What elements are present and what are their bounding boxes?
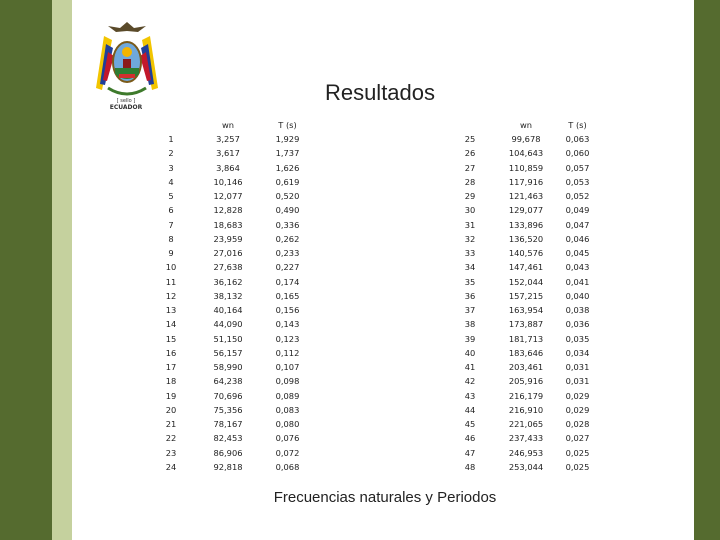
- column-header: [455, 118, 485, 132]
- table-row: [160, 417, 330, 431]
- mode-number: 41: [464, 362, 476, 372]
- natural-frequency: 40,164: [213, 305, 243, 315]
- column-header: T (s): [568, 120, 587, 130]
- table-row: [455, 332, 620, 346]
- mode-number: 13: [165, 305, 177, 315]
- natural-frequency: 12,828: [213, 205, 243, 216]
- table-row: [455, 403, 620, 417]
- period: 0,068: [275, 461, 300, 472]
- period: 0,112: [275, 347, 300, 358]
- natural-frequency: 56,157: [213, 347, 243, 358]
- natural-frequency: 78,167: [213, 419, 243, 429]
- coat-of-arms-logo: [86, 18, 168, 108]
- period: 0,053: [565, 176, 590, 187]
- period: 1,929: [275, 134, 300, 144]
- natural-frequency: 140,576: [508, 248, 544, 258]
- table-row: [455, 246, 620, 260]
- period: 0,047: [565, 219, 590, 230]
- mode-number: 14: [165, 319, 177, 330]
- natural-frequency: 221,065: [508, 419, 544, 429]
- table-row: [160, 218, 330, 232]
- table-row: [160, 246, 330, 260]
- logo-country-label: ECUADOR: [109, 104, 143, 111]
- natural-frequency: 86,906: [213, 447, 243, 458]
- natural-frequency: 216,910: [508, 404, 544, 415]
- period: 0,072: [275, 447, 300, 458]
- natural-frequency: 216,179: [508, 390, 544, 401]
- table-row: [455, 232, 620, 246]
- period: 0,083: [275, 404, 300, 415]
- period: 0,123: [275, 333, 300, 344]
- mode-number: 3: [168, 162, 174, 173]
- natural-frequency: 203,461: [508, 362, 544, 372]
- period: 0,057: [565, 162, 590, 173]
- natural-frequency: 18,683: [213, 219, 243, 230]
- table-row: [160, 374, 330, 388]
- period: 0,143: [275, 319, 300, 330]
- mode-number: 47: [464, 447, 476, 458]
- natural-frequency: 133,896: [508, 219, 544, 230]
- mode-number: 44: [464, 404, 476, 415]
- natural-frequency: 121,463: [508, 191, 544, 201]
- period: 0,028: [565, 419, 590, 429]
- mode-number: 22: [165, 433, 177, 444]
- table-row: [160, 232, 330, 246]
- table-row: [160, 260, 330, 274]
- mode-number: 25: [464, 134, 476, 144]
- natural-frequency: 157,215: [508, 290, 544, 301]
- mode-number: 46: [464, 433, 476, 444]
- natural-frequency: 205,916: [508, 376, 544, 387]
- natural-frequency: 110,859: [508, 162, 544, 173]
- mode-number: 24: [165, 461, 177, 472]
- period: 0,029: [565, 404, 590, 415]
- mode-number: 16: [165, 347, 177, 358]
- mode-number: 9: [168, 248, 174, 258]
- mode-number: 43: [464, 390, 476, 401]
- mode-number: 48: [464, 461, 476, 472]
- mode-number: 26: [464, 148, 476, 159]
- natural-frequency: 237,433: [508, 433, 544, 444]
- period: 0,038: [565, 305, 590, 315]
- table-row: [455, 275, 620, 289]
- table-row: [160, 460, 330, 474]
- natural-frequency: 27,016: [213, 248, 243, 258]
- period: 0,027: [565, 433, 590, 444]
- period: 0,156: [275, 305, 300, 315]
- natural-frequency: 58,990: [213, 362, 243, 372]
- period: 1,737: [275, 148, 300, 159]
- natural-frequency: 181,713: [508, 333, 544, 344]
- mode-number: 17: [165, 362, 177, 372]
- period: 0,031: [565, 362, 590, 372]
- natural-frequency: 64,238: [213, 376, 243, 387]
- period: 0,336: [275, 219, 300, 230]
- mode-number: 15: [165, 333, 177, 344]
- period: 0,025: [565, 461, 590, 472]
- table-row: [455, 161, 620, 175]
- mode-number: 30: [464, 205, 476, 216]
- table-row: [455, 389, 620, 403]
- natural-frequency: 38,132: [213, 290, 243, 301]
- table-row: [160, 431, 330, 445]
- mode-number: 38: [464, 319, 476, 330]
- natural-frequency: 3,257: [216, 134, 240, 144]
- logo-caption: [96, 98, 156, 111]
- table-row: [160, 175, 330, 189]
- table-row: [160, 332, 330, 346]
- table-row: [455, 289, 620, 303]
- left-decorative-bar: [0, 0, 52, 540]
- table-row: [160, 403, 330, 417]
- table-row: [160, 360, 330, 374]
- mode-number: 31: [464, 219, 476, 230]
- natural-frequency: 163,954: [508, 305, 544, 315]
- mode-number: 27: [464, 162, 476, 173]
- period: 0,031: [565, 376, 590, 387]
- table-row: [455, 460, 620, 474]
- table-row: [455, 146, 620, 160]
- right-decorative-bar: [694, 0, 720, 540]
- frequency-table-right: [455, 118, 620, 478]
- natural-frequency: 75,356: [213, 404, 243, 415]
- natural-frequency: 99,678: [511, 134, 541, 144]
- period: 0,089: [275, 390, 300, 401]
- natural-frequency: 44,090: [213, 319, 243, 330]
- mode-number: 29: [464, 191, 476, 201]
- natural-frequency: 117,916: [508, 176, 544, 187]
- mode-number: 8: [168, 233, 174, 244]
- mode-number: 45: [464, 419, 476, 429]
- period: 0,046: [565, 233, 590, 244]
- period: 0,165: [275, 290, 300, 301]
- period: 0,045: [565, 248, 590, 258]
- mode-number: 12: [165, 290, 177, 301]
- slide-footer-caption: Frecuencias naturales y Periodos: [273, 489, 497, 506]
- period: 0,262: [275, 233, 300, 244]
- period: 0,029: [565, 390, 590, 401]
- period: 0,076: [275, 433, 300, 444]
- mode-number: 37: [464, 305, 476, 315]
- slide-title: Resultados: [324, 80, 436, 105]
- mode-number: 2: [168, 148, 174, 159]
- natural-frequency: 152,044: [508, 276, 544, 287]
- natural-frequency: 129,077: [508, 205, 544, 216]
- table-row: [160, 161, 330, 175]
- natural-frequency: 183,646: [508, 347, 544, 358]
- table-row: [455, 431, 620, 445]
- period: 0,107: [275, 362, 300, 372]
- frequency-table-left: [160, 118, 330, 478]
- period: 0,043: [565, 262, 590, 273]
- left-accent-bar: [52, 0, 72, 540]
- mode-number: 4: [168, 176, 174, 187]
- period: 0,060: [565, 148, 590, 159]
- period: 0,174: [275, 276, 300, 287]
- table-row: [455, 446, 620, 460]
- mode-number: 23: [165, 447, 177, 458]
- period: 0,036: [565, 319, 590, 330]
- table-row: [455, 132, 620, 146]
- mode-number: 42: [464, 376, 476, 387]
- mode-number: 18: [165, 376, 177, 387]
- period: 0,227: [275, 262, 300, 273]
- natural-frequency: 70,696: [213, 390, 243, 401]
- mode-number: 11: [165, 276, 177, 287]
- natural-frequency: 104,643: [508, 148, 544, 159]
- period: 0,025: [565, 447, 590, 458]
- mode-number: 10: [165, 262, 177, 273]
- table-row: [160, 189, 330, 203]
- mode-number: 5: [168, 191, 174, 201]
- natural-frequency: 3,864: [216, 162, 240, 173]
- mode-number: 32: [464, 233, 476, 244]
- table-row: [455, 346, 620, 360]
- natural-frequency: 246,953: [508, 447, 544, 458]
- mode-number: 39: [464, 333, 476, 344]
- period: 0,233: [275, 248, 300, 258]
- natural-frequency: 51,150: [213, 333, 243, 344]
- period: 0,040: [565, 290, 590, 301]
- natural-frequency: 82,453: [213, 433, 243, 444]
- mode-number: 35: [464, 276, 476, 287]
- table-row: [455, 374, 620, 388]
- table-row: [455, 203, 620, 217]
- table-row: [455, 189, 620, 203]
- mode-number: 40: [464, 347, 476, 358]
- mode-number: 1: [168, 134, 174, 144]
- mode-number: 28: [464, 176, 476, 187]
- logo-subcaption: [ sello ]: [116, 98, 136, 104]
- table-row: [455, 360, 620, 374]
- table-row: [455, 303, 620, 317]
- period: 0,619: [275, 176, 300, 187]
- period: 0,063: [565, 134, 590, 144]
- table-row: [160, 132, 330, 146]
- mode-number: 36: [464, 290, 476, 301]
- table-row: [455, 175, 620, 189]
- natural-frequency: 12,077: [213, 191, 243, 201]
- table-row: [160, 317, 330, 331]
- table-row: [160, 303, 330, 317]
- table-row: [160, 275, 330, 289]
- table-row: [160, 389, 330, 403]
- column-header: [160, 118, 182, 132]
- mode-number: 20: [165, 404, 177, 415]
- natural-frequency: 92,818: [213, 461, 243, 472]
- natural-frequency: 147,461: [508, 262, 544, 273]
- table-row: [455, 260, 620, 274]
- period: 0,490: [275, 205, 300, 216]
- column-header: wn: [221, 120, 235, 130]
- natural-frequency: 173,887: [508, 319, 544, 330]
- natural-frequency: 3,617: [216, 148, 240, 159]
- mode-number: 6: [168, 205, 174, 216]
- column-header: wn: [519, 120, 533, 130]
- period: 0,034: [565, 347, 590, 358]
- table-row: [455, 218, 620, 232]
- period: 0,052: [565, 191, 590, 201]
- mode-number: 33: [464, 248, 476, 258]
- column-header: T (s): [278, 120, 297, 130]
- mode-number: 21: [165, 419, 177, 429]
- table-row: [160, 289, 330, 303]
- period: 0,035: [565, 333, 590, 344]
- table-row: [455, 317, 620, 331]
- table-row: [160, 146, 330, 160]
- natural-frequency: 253,044: [508, 461, 544, 472]
- period: 0,049: [565, 205, 590, 216]
- mode-number: 34: [464, 262, 476, 273]
- period: 0,098: [275, 376, 300, 387]
- table-row: [160, 203, 330, 217]
- natural-frequency: 23,959: [213, 233, 243, 244]
- table-row: [455, 417, 620, 431]
- mode-number: 7: [168, 219, 174, 230]
- table-row: [160, 446, 330, 460]
- natural-frequency: 10,146: [213, 176, 243, 187]
- mode-number: 19: [165, 390, 177, 401]
- natural-frequency: 136,520: [508, 233, 544, 244]
- period: 0,041: [565, 276, 590, 287]
- period: 0,080: [275, 419, 300, 429]
- natural-frequency: 27,638: [213, 262, 243, 273]
- natural-frequency: 36,162: [213, 276, 243, 287]
- period: 1,626: [275, 162, 300, 173]
- table-row: [160, 346, 330, 360]
- period: 0,520: [275, 191, 300, 201]
